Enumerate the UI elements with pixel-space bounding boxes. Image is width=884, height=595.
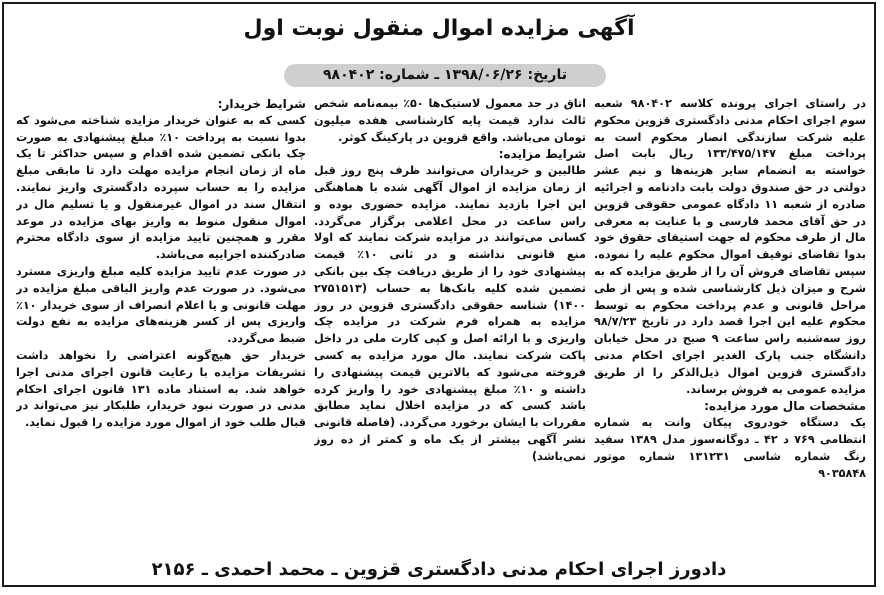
auction-conditions-text: طالبین و خریداران می‌توانند ظرف پنج روز قبل از زمان مزایده از اموال آگهی شده با هماهنگی این اجرا بازدید نمایند. مزایده حضوری بوده و راس ساعت در محل اعلامی برگزار می‌گردد. کسانی می‌توانند در مزایده شرکت نمایند که اولا منع قانونی نداشته و در ثانی ۱۰٪ قیمت پیشنهادی خود را از طریق دریافت چک بین بانکی تضمین شده کلیه بانک‌ها به حساب (۲۷۵۱۵۱۳ ۱۴۰۰) شناسه حقوقی دادگستری قزوین در روز مزایده به همراه فرم شرکت در مزایده چک واریزی و با ارائه اصل و کپی کارت ملی در داخل پاکت شرکت نمایند. مال مورد مزایده به کسی فروخته می‌شود که بالاترین قیمت پیشنهادی را داشته و ۱۰٪ مبلغ پیشنهادی خود را واریز کرده باشد کسی که در مزایده اخلال نماید مطابق مقررات با ایشان برخورد می‌گردد. (فاصله قانونی نشر آگهی بیشتر از یک ماه و کمتر از ده روز نمی‌باشد) (314, 164, 586, 463)
column-right (594, 96, 866, 538)
column-left (16, 96, 306, 538)
column-middle (314, 96, 586, 538)
buyer-conditions-para-1: کسی که به عنوان خریدار مزایده شناخته می‌شود که بدوا نسبت به پرداخت ۱۰٪ مبلغ پیشنهادی به صورت چک بانکی تضمین شده اقدام و سپس حداکثر تا یک ماه از زمان انجام مزایده مهلت دارد تا مابقی مبلغ مزایده را به حساب سپرده دادگستری واریز نمایند. انتقال سند در اموال غیرمنقول و یا تسلیم مال در اموال منقول منوط به واریز بهای مزایده در موعد مقرر و همچنین تایید مزایده از سوی دادگاه محترم صادرکننده اجراییه می‌باشد. (16, 113, 306, 262)
execution-intro-text: در راستای اجرای پرونده کلاسه ۹۸۰۴۰۲ شعبه سوم اجرای احکام مدنی دادگستری قزوین محکوم علیه شرکت سازندگی انصار محکوم است به پرداخت مبلغ ۱۳۳/۴۷۵/۱۴۷ ریال بابت اصل خواسته به انضمام سایر هزینه‌ها و نیم عشر دولتی در حق صندوق دولت بابت دادنامه و اجرائیه صادره از شعبه ۱۱ دادگاه عمومی حقوقی قزوین در حق آقای محمد فارسی و با عنایت به معرفی مال از طرف محکوم له جهت استیفای حقوق خود بدوا تقاضای توقیف اموال محکوم علیه را نموده. سپس تقاضای فروش آن را از طریق مزایده که به شرح و میزان ذیل کارشناسی شده و پس از طی مراحل قانونی و عدم پرداخت محکوم به توسط محکوم علیه این اجرا قصد دارد در تاریخ ۹۸/۷/۲۳ روز سه‌شنبه راس ساعت ۹ صبح در محل خیابان دانشگاه جنب پارک الغدیر اجرای احکام مدنی دادگستری قزوین اموال ذیل‌الذکر را از طریق مزایده عمومی به فروش برساند. (594, 97, 866, 396)
property-specs-text: یک دستگاه خودروی پیکان وانت به شماره انتظامی ۷۶۹ د ۴۲ ـ دوگانه‌سوز مدل ۱۳۸۹ سفید رنگ شماره شاسی ۱۳۱۲۳۱ شماره موتور ۹۰۳۵۸۴۸ (594, 416, 866, 480)
buyer-conditions-heading: شرایط خریدار: (217, 97, 306, 111)
date-number-bar: تاریخ: ۱۳۹۸/۰۶/۲۶ ـ شماره: ۹۸۰۴۰۲ (284, 64, 606, 87)
auction-conditions-heading: شرایط مزایده: (498, 147, 586, 162)
vehicle-condition-text: اتاق در حد معمول لاستیک‌ها ۵۰٪ بیمه‌نامه شخص ثالث ندارد قیمت پایه کارشناسی هفده میلیون تومان می‌باشد. واقع قزوین در پارکینگ کوثر. (314, 97, 586, 144)
notice-frame (2, 2, 876, 587)
buyer-conditions-para-2: در صورت عدم تایید مزایده کلیه مبلغ واریزی مسترد می‌شود. در صورت عدم واریز الباقی مبلغ مزایده در مهلت قانونی و یا اعلام انصراف از سوی خریدار ۱۰٪ واریزی پس از کسر هزینه‌های مزایده به نفع دولت ضبط می‌گردد. (16, 264, 306, 346)
property-specs-heading: مشخصات مال مورد مزایده: (704, 399, 866, 414)
signature-footer: دادورز اجرای احکام مدنی دادگستری قزوین ـ محمد احمدی ـ ۲۱۵۶ (151, 559, 727, 580)
buyer-conditions-para-3: خریدار حق هیچ‌گونه اعتراضی را نخواهد داشت تشریفات مزایده با رعایت قانون اجرای مدنی اجرا خواهد شد. به استناد ماده ۱۳۱ قانون اجرای احکام مدنی در صورت نبود خریدار، طلبکار نیز می‌تواند در قبال طلب خود از اموال مورد مزایده را قبول نماید. (16, 348, 306, 430)
notice-title: آگهی مزایده اموال منقول نوبت اول (243, 16, 635, 41)
